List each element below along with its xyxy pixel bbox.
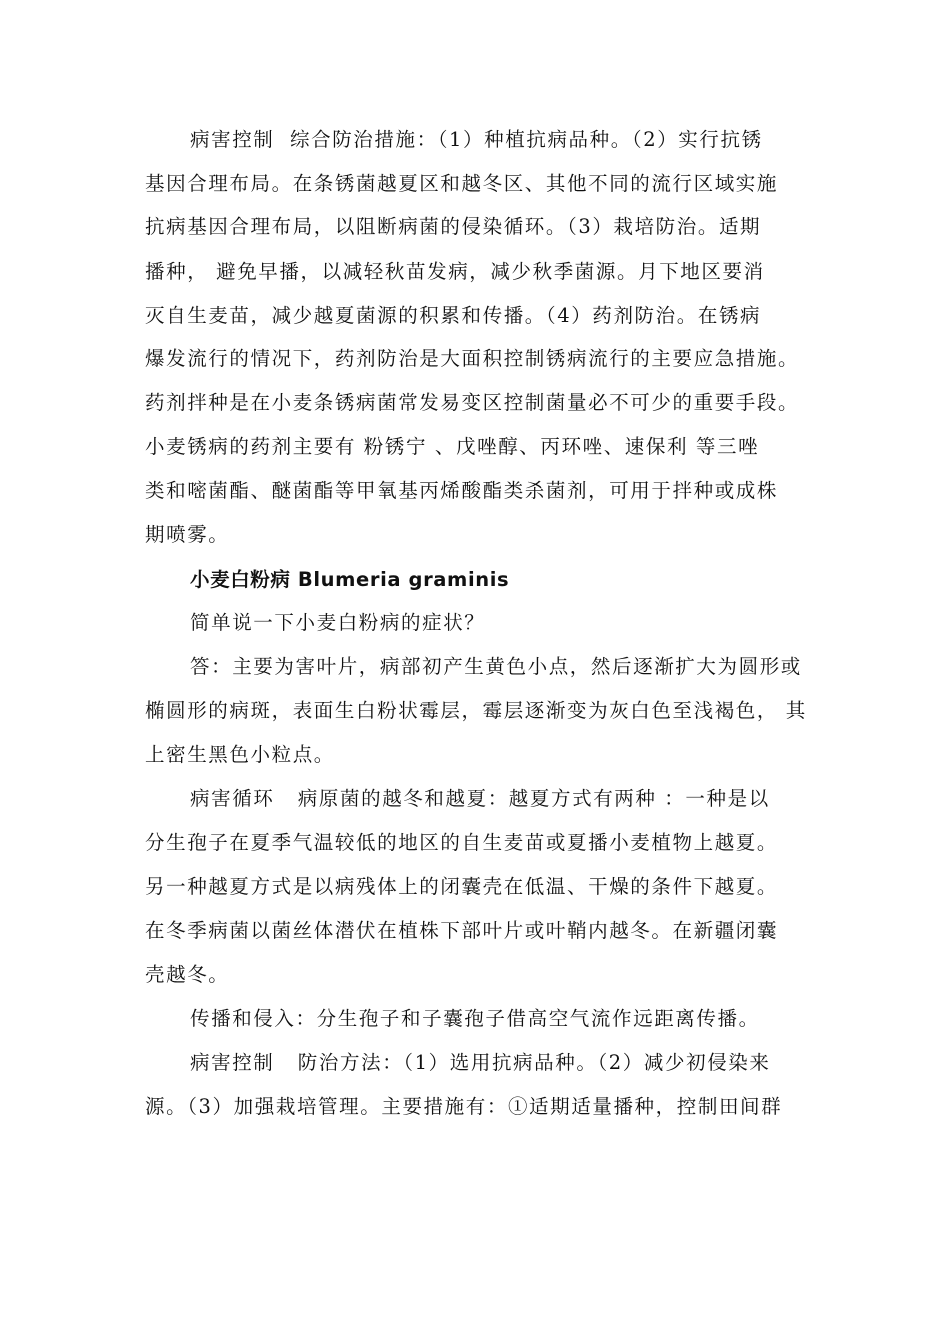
text-line: 传播和侵入：分生孢子和子囊孢子借高空气流作远距离传播。 <box>190 1007 760 1030</box>
text-line: 在冬季病菌以菌丝体潜伏在植株下部叶片或叶鞘内越冬。在新疆闭囊 <box>145 919 779 942</box>
text-line: 基因合理布局。在条锈菌越夏区和越冬区、其他不同的流行区域实施 <box>145 172 779 195</box>
text-line: 灭自生麦苗，减少越夏菌源的积累和传播。（4）药剂防治。在锈病 <box>145 304 762 327</box>
text-line: 病害控制 防治方法：（1）选用抗病品种。（2）减少初侵染来 <box>190 1051 771 1074</box>
text-line: 分生孢子在夏季气温较低的地区的自生麦苗或夏播小麦植物上越夏。 <box>145 831 779 854</box>
text-line: 答：主要为害叶片，病部初产生黄色小点，然后逐渐扩大为圆形或 <box>190 655 802 678</box>
text-line: 类和嘧菌酯、醚菌酯等甲氧基丙烯酸酯类杀菌剂，可用于拌种或成株 <box>145 479 779 502</box>
text-line: 源。（3）加强栽培管理。主要措施有：①适期适量播种，控制田间群 <box>145 1095 783 1118</box>
text-line: 病害循环 病原菌的越冬和越夏：越夏方式有两种 ：一种是以 <box>190 787 770 810</box>
text-line: 小麦锈病的药剂主要有 粉锈宁 、戊唑醇、丙环唑、速保利 等三唑 <box>145 435 760 458</box>
text-line: 另一种越夏方式是以病残体上的闭囊壳在低温、干燥的条件下越夏。 <box>145 875 779 898</box>
text-line: 抗病基因合理布局，以阻断病菌的侵染循环。（3）栽培防治。适期 <box>145 215 762 238</box>
text-line: 爆发流行的情况下，药剂防治是大面积控制锈病流行的主要应急措施。 <box>145 347 800 370</box>
text-line: 期喷雾。 <box>145 523 230 546</box>
text-line: 上密生黑色小粒点。 <box>145 743 335 766</box>
text-line: 药剂拌种是在小麦条锈病菌常发易变区控制菌量必不可少的重要手段。 <box>145 391 800 414</box>
text-line: 椭圆形的病斑，表面生白粉状霉层，霉层逐渐变为灰白色至浅褐色， 其 <box>145 699 807 722</box>
section-heading: 小麦白粉病 Blumeria graminis <box>190 568 510 591</box>
text-line: 壳越冬。 <box>145 963 230 986</box>
question-line: 简单说一下小麦白粉病的症状？ <box>190 611 486 634</box>
text-line: 播种， 避免早播，以减轻秋苗发病，减少秋季菌源。月下地区要消 <box>145 260 765 283</box>
text-line: 病害控制 综合防治措施：（1）种植抗病品种。（2）实行抗锈 <box>190 128 763 151</box>
